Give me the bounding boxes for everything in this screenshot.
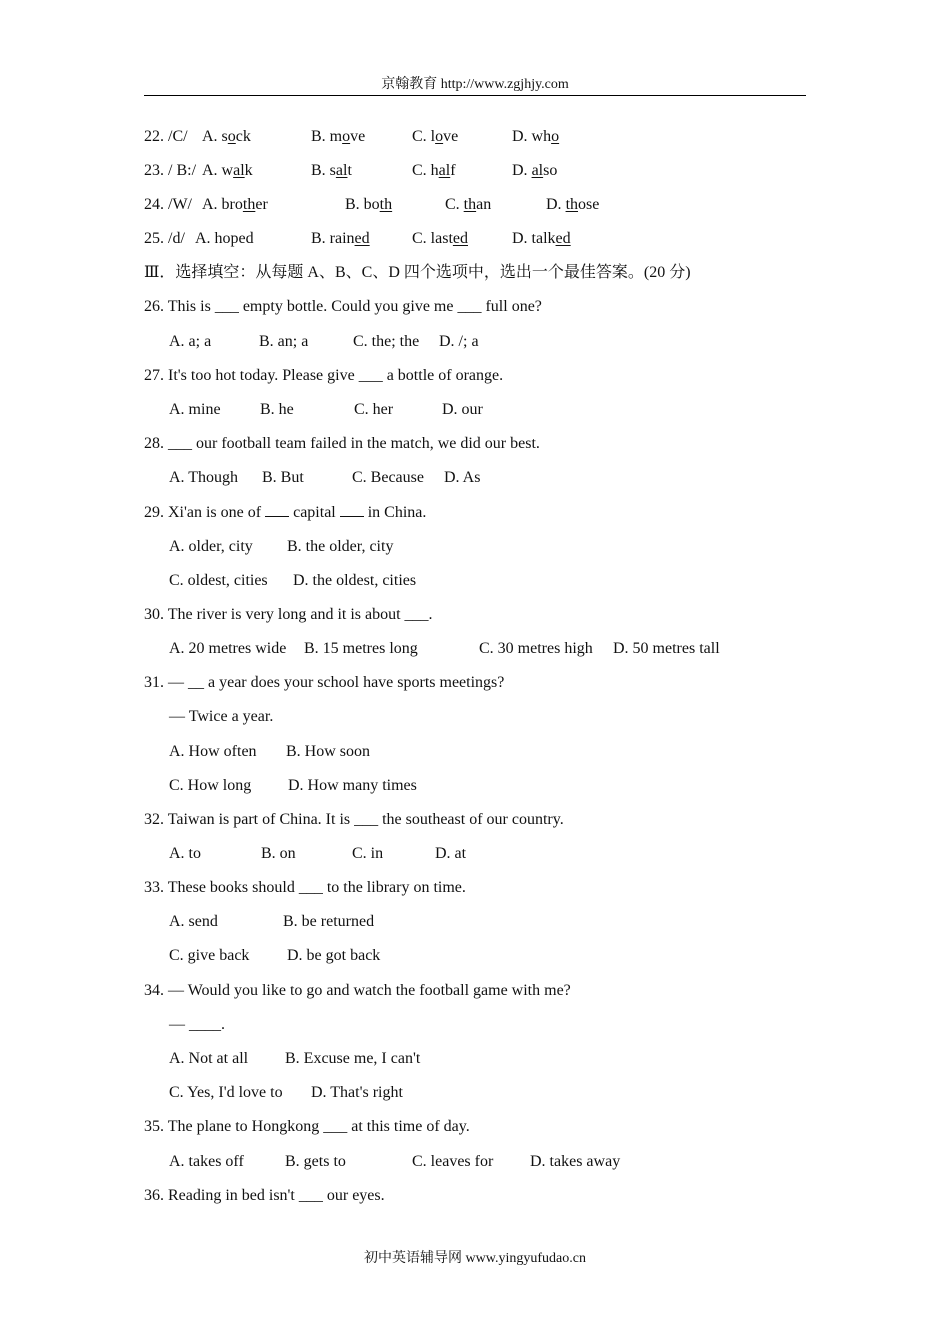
option-b: B. both [345, 196, 393, 213]
option-c[interactable]: C. leaves for [412, 1153, 494, 1170]
option-c: C. love [412, 128, 459, 145]
question-22 [144, 127, 744, 147]
question-34-options-row1 [169, 1049, 669, 1069]
question-24 [144, 195, 744, 215]
question-31-options-row1 [169, 742, 669, 762]
question-32-options [169, 844, 669, 864]
option-b[interactable]: B. he [260, 401, 294, 418]
option-d[interactable]: D. As [444, 469, 481, 486]
question-27-stem: 27. It's too hot today. Please give ___ a bottle of orange. [144, 367, 504, 384]
page-header: 京翰教育 http://www.zgjhjy.com [144, 76, 806, 96]
question-number: 22. /C/ [144, 128, 188, 145]
option-d[interactable]: D. 50 metres tall [613, 640, 720, 657]
question-number: 23. / B:/ [144, 162, 197, 179]
question-32-stem: 32. Taiwan is part of China. It is ___ the southeast of our country. [144, 811, 564, 828]
question-36-stem: 36. Reading in bed isn't ___ our eyes. [144, 1187, 385, 1204]
option-d: D. talked [512, 230, 571, 247]
option-c[interactable]: C. oldest, cities [169, 572, 268, 589]
option-c: C. than [445, 196, 492, 213]
option-d: D. also [512, 162, 558, 179]
option-d[interactable]: D. the oldest, cities [293, 572, 417, 589]
option-b: B. rained [311, 230, 370, 247]
question-30-options [169, 639, 769, 659]
option-c[interactable]: C. 30 metres high [479, 640, 593, 657]
question-33-options-row1 [169, 912, 669, 932]
option-d[interactable]: D. takes away [530, 1153, 621, 1170]
option-b[interactable]: B. an; a [259, 333, 309, 350]
question-34-options-row2 [169, 1083, 669, 1103]
question-31-stem: 31. — __ a year does your school have sports meetings? [144, 674, 505, 691]
question-30-stem: 30. The river is very long and it is about ___. [144, 606, 433, 623]
option-d[interactable]: D. How many times [288, 777, 417, 794]
option-b[interactable]: B. 15 metres long [304, 640, 418, 657]
option-d: D. those [546, 196, 600, 213]
question-29-options-row2 [169, 571, 669, 591]
question-26-options [169, 332, 669, 352]
question-number: 25. /d/ [144, 230, 185, 247]
option-b[interactable]: B. How soon [286, 743, 371, 760]
question-number: 24. /W/ [144, 196, 192, 213]
option-a[interactable]: A. 20 metres wide [169, 640, 287, 657]
option-c[interactable]: C. the; the [353, 333, 420, 350]
option-b[interactable]: B. But [262, 469, 304, 486]
option-a[interactable]: A. to [169, 845, 201, 862]
option-b: B. salt [311, 162, 352, 179]
option-c[interactable]: C. give back [169, 947, 250, 964]
section-heading: Ⅲ．选择填空：从每题 A、B、C、D 四个选项中，选出一个最佳答案。(20 分) [144, 264, 691, 281]
page-footer: 初中英语辅导网 www.yingyufudao.cn [364, 1251, 586, 1266]
option-c[interactable]: C. Yes, I'd love to [169, 1084, 283, 1101]
option-c[interactable]: C. Because [352, 469, 424, 486]
question-28-stem: 28. ___ our football team failed in the match, we did our best. [144, 435, 540, 452]
option-c: C. half [412, 162, 456, 179]
question-31-options-row2 [169, 776, 669, 796]
option-a: A. brother [202, 196, 268, 213]
answer-blank[interactable] [265, 502, 289, 517]
option-d[interactable]: D. at [435, 845, 467, 862]
option-a: A. walk [202, 162, 253, 179]
option-a[interactable]: A. takes off [169, 1153, 244, 1170]
option-a[interactable]: A. Though [169, 469, 239, 486]
option-d[interactable]: D. That's right [311, 1084, 403, 1101]
option-c[interactable]: C. How long [169, 777, 252, 794]
question-27-options [169, 400, 669, 420]
option-c: C. lasted [412, 230, 468, 247]
option-b[interactable]: B. Excuse me, I can't [285, 1050, 421, 1067]
option-c[interactable]: C. her [354, 401, 394, 418]
option-a[interactable]: A. Not at all [169, 1050, 249, 1067]
option-a[interactable]: A. mine [169, 401, 221, 418]
option-d[interactable]: D. /; a [439, 333, 479, 350]
option-b: B. move [311, 128, 366, 145]
question-31-reply: — Twice a year. [169, 708, 274, 725]
question-29-stem: 29. Xi'an is one of capital in China. [144, 504, 427, 521]
option-a[interactable]: A. a; a [169, 333, 212, 350]
option-a[interactable]: A. older, city [169, 538, 253, 555]
option-a[interactable]: A. send [169, 913, 218, 930]
question-34-reply: — ____. [169, 1016, 225, 1033]
question-35-stem: 35. The plane to Hongkong ___ at this time of day. [144, 1118, 470, 1135]
option-b[interactable]: B. be returned [283, 913, 375, 930]
option-b[interactable]: B. the older, city [287, 538, 394, 555]
option-a: A. hoped [195, 230, 254, 247]
option-a[interactable]: A. How often [169, 743, 257, 760]
question-25 [144, 229, 744, 249]
option-b[interactable]: B. gets to [285, 1153, 346, 1170]
question-33-options-row2 [169, 946, 669, 966]
question-34-stem: 34. — Would you like to go and watch the football game with me? [144, 982, 571, 999]
option-d: D. who [512, 128, 560, 145]
question-26-stem: 26. This is ___ empty bottle. Could you give me ___ full one? [144, 298, 542, 315]
option-d[interactable]: D. be got back [287, 947, 381, 964]
answer-blank[interactable] [340, 502, 364, 517]
question-28-options [169, 468, 669, 488]
option-b[interactable]: B. on [261, 845, 296, 862]
option-a: A. sock [202, 128, 251, 145]
question-29-options-row1 [169, 537, 669, 557]
option-c[interactable]: C. in [352, 845, 384, 862]
question-23 [144, 161, 744, 181]
question-35-options [169, 1152, 729, 1172]
question-33-stem: 33. These books should ___ to the library on time. [144, 879, 466, 896]
option-d[interactable]: D. our [442, 401, 483, 418]
